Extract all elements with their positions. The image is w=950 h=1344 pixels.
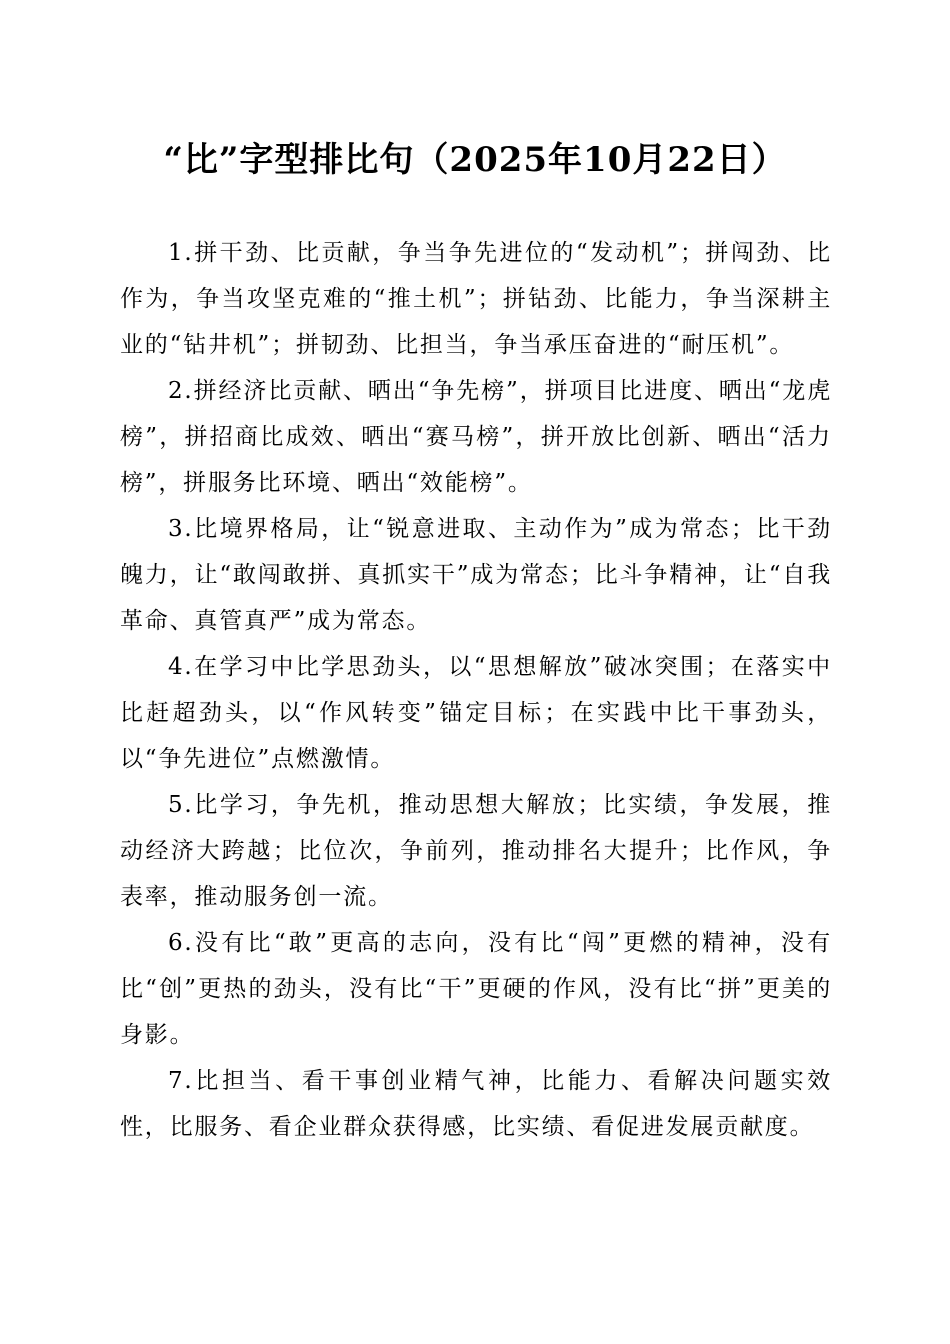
document-body [120,230,832,1150]
paragraph-3: 3.比境界格局，让“锐意进取、主动作为”成为常态；比干劲魄力，让“敢闯敢拼、真抓实干”成为常态；比斗争精神，让“自我革命、真管真严”成为常态。 [120,516,832,634]
paragraph-4: 4.在学习中比学思劲头，以“思想解放”破冰突围；在落实中比赶超劲头，以“作风转变”锚定目标；在实践中比干事劲头，以“争先进位”点燃激情。 [120,654,832,772]
paragraph-1: 1.拼干劲、比贡献，争当争先进位的“发动机”；拼闯劲、比作为，争当攻坚克难的“推土机”；拼钻劲、比能力，争当深耕主业的“钻井机”；拼韧劲、比担当，争当承压奋进的“耐压机”。 [120,240,832,358]
paragraph-6: 6.没有比“敢”更高的志向，没有比“闯”更燃的精神，没有比“创”更热的劲头，没有比“干”更硬的作风，没有比“拼”更美的身影。 [120,930,832,1048]
paragraph-2: 2.拼经济比贡献、晒出“争先榜”，拼项目比进度、晒出“龙虎榜”，拼招商比成效、晒出“赛马榜”，拼开放比创新、晒出“活力榜”，拼服务比环境、晒出“效能榜”。 [120,378,832,496]
paragraph-5: 5.比学习，争先机，推动思想大解放；比实绩，争发展，推动经济大跨越；比位次，争前列，推动排名大提升；比作风，争表率，推动服务创一流。 [120,792,832,910]
paragraph-7: 7.比担当、看干事创业精气神，比能力、看解决问题实效性，比服务、看企业群众获得感，比实绩、看促进发展贡献度。 [120,1068,832,1140]
document-title: “比”字型排比句（2025年10月22日） [163,140,787,180]
